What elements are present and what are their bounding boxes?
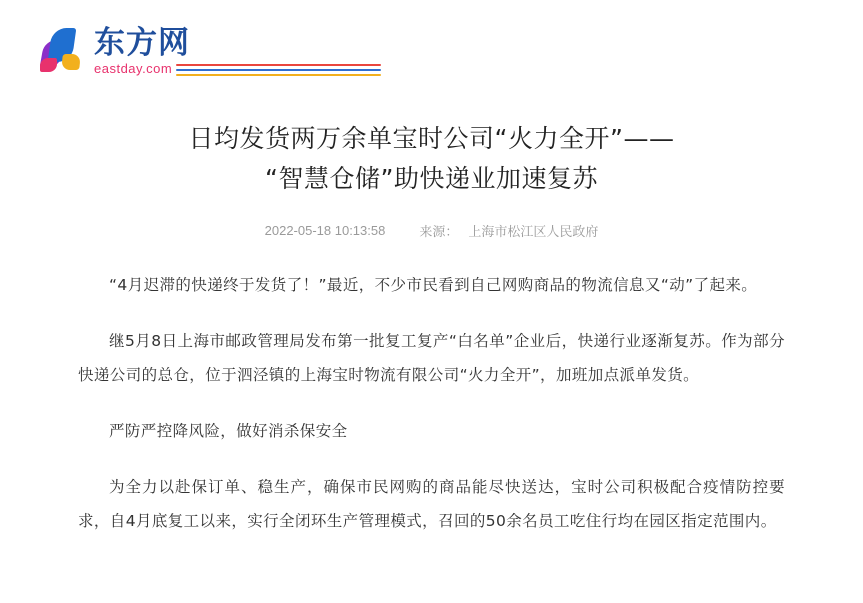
header-decorative-rule bbox=[176, 64, 381, 78]
page-title bbox=[78, 119, 785, 199]
headline-line-2: “智慧仓储”助快递业加速复苏 bbox=[265, 164, 598, 193]
source-label: 来源： bbox=[419, 224, 459, 239]
headline-line-1: 日均发货两万余单宝时公司“火力全开”—— bbox=[188, 124, 675, 153]
article-meta bbox=[78, 221, 785, 240]
site-logo[interactable] bbox=[40, 26, 863, 78]
publish-timestamp: 2022-05-18 10:13:58 bbox=[264, 223, 386, 238]
article-source bbox=[419, 221, 598, 240]
article-paragraph: 严防严控降风险，做好消杀保安全 bbox=[109, 422, 348, 440]
article-paragraph: “4月迟滞的快递终于发货了！”最近，不少市民看到自己网购商品的物流信息又“动”了起来。 bbox=[109, 276, 758, 294]
article-body bbox=[78, 268, 785, 538]
rule-bar-blue bbox=[176, 69, 381, 71]
rule-bar-red bbox=[176, 64, 381, 66]
eastday-logo-icon bbox=[40, 28, 86, 78]
article bbox=[0, 119, 863, 538]
logo-shape-yellow bbox=[61, 54, 81, 70]
source-name: 上海市松江区人民政府 bbox=[468, 224, 599, 239]
logo-title-en: eastday.com bbox=[94, 61, 173, 76]
logo-shape-pink bbox=[40, 58, 57, 72]
logo-title-cn: 东方网 bbox=[94, 25, 190, 61]
rule-bar-yellow bbox=[176, 74, 381, 76]
site-header bbox=[0, 0, 863, 105]
article-paragraph: 为全力以赴保订单、稳生产，确保市民网购的商品能尽快送达，宝时公司积极配合疫情防控要求，自4月底复工以来，实行全闭环生产管理模式，召回的50余名员工吃住行均在园区指定范围内。 bbox=[78, 478, 785, 530]
article-paragraph: 继5月8日上海市邮政管理局发布第一批复工复产“白名单”企业后，快递行业逐渐复苏。作为部分快递公司的总仓，位于泗泾镇的上海宝时物流有限公司“火力全开”，加班加点派单发货。 bbox=[78, 332, 785, 384]
